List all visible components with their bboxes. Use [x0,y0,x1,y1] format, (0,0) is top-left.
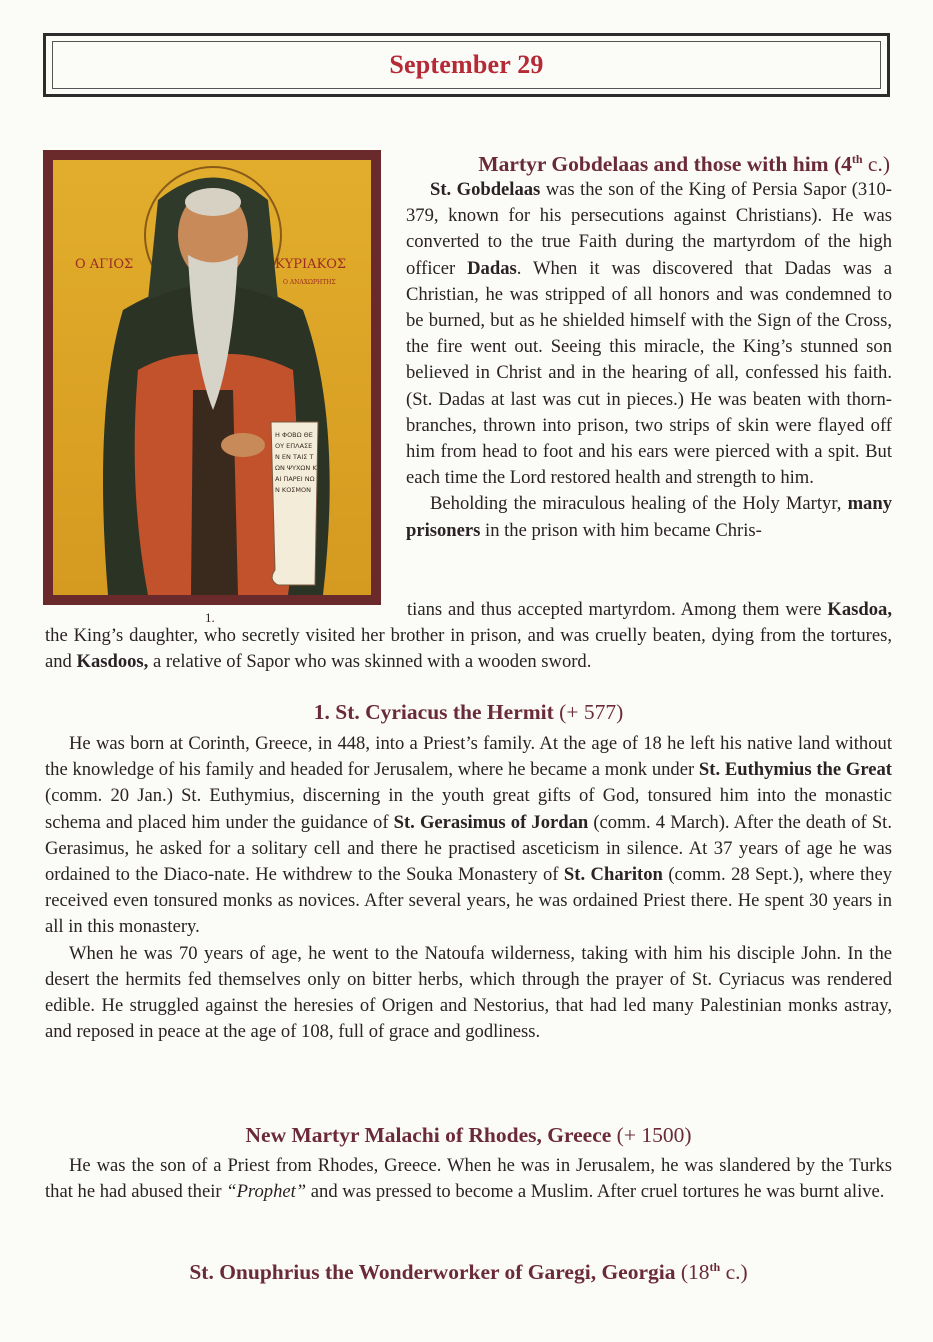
text-run: and was pressed to become a Muslim. After cruel tortures he was burnt alive. [306,1181,885,1203]
text-run: tians and thus accepted martyrdom. Among them were [407,599,828,620]
bold-name: Dadas [467,257,517,279]
gobdelaas-body-continued [45,597,892,676]
paragraph [45,597,892,676]
robe-center-shape [191,390,238,595]
paragraph [45,1153,892,1205]
icon-inscription-sub: Ο ΑΝΑΧΩΡΗΤΗΣ [283,279,336,286]
bold-name: many prisoners [406,493,892,541]
text-run: He was the son of a Priest from Rhodes, Greece. When he was in Jerusalem, he was slandered by the Turks that he had abused their [45,1155,892,1203]
bold-name: St. Gerasimus of Jordan [393,811,589,833]
text-run: (comm. 20 Jan.) St. Euthymius, discerning in the youth great gifts of God, tonsured him into the monastic schema and placed him under the guidance of [45,785,892,833]
text-run: Beholding the miraculous healing of the Holy Martyr, [430,493,848,515]
section-title-malachi [45,1120,892,1150]
hair-shape [185,188,241,216]
title-text: 1. St. Cyriacus the Hermit [313,700,554,724]
title-text: New Martyr Malachi of Rhodes, Greece [245,1123,612,1147]
cyriacus-body [45,731,892,1045]
paragraph [406,491,892,543]
text-run: (comm. 28 Sept.), where they received even tonsured monks as novices. After several years, he was ordained Priest there. He spent 30 years in all in this monastery. [45,864,892,938]
date-header-inner [52,41,881,89]
paragraph [45,941,892,1046]
paragraph [406,177,892,491]
icon-gold-background [53,160,371,595]
italic-text: “Prophet” [226,1181,307,1203]
icon-inscription-left: Ο ΑΓΙΟΣ [75,257,134,272]
gobdelaas-body [406,177,892,544]
bold-name: St. Chariton [563,864,663,886]
title-paren: (+ 577) [553,700,624,724]
bold-name: Kasdoos, [76,651,149,673]
title-sup: th [851,152,863,166]
page-date-title: September 29 [389,50,544,79]
section-title-cyriacus [45,697,892,727]
title-end: c.) [720,1260,748,1284]
bold-name: St. Euthymius the Great [698,759,893,781]
title-end: c.) [862,152,890,176]
date-header-box [43,33,890,97]
text-run: . When it was discovered that Dadas was a Christian, he was stripped of all honors and was condemned to be burned, but as he shielded himself with the Sign of the Cross, the fire went out. Seeing this miracle, the King’s stunned son believed in Christ and in the hearing of all, confessed his faith. (St. Dadas at last was cut in pieces.) He was beaten with thorn-branches, thrown into prison, two strips of skin were flayed off him from head to foot and his ears were pierced with a spit. But each time the Lord restored health and strength to him. [406,257,893,489]
section-title-onuphrius [45,1252,892,1287]
title-text: Martyr Gobdelaas and those with him (4 [478,152,852,176]
text-run: a relative of Sapor who was skinned with a wooden sword. [148,651,592,673]
saint-cyriacus-icon [53,160,371,595]
text-run: (comm. 4 March). After the death of St. Gerasimus, he asked for a solitary cell and there he practised asceticism in silence. At 37 years of age he was ordained to the Diaco-nate. He withdrew to the Souka Monastery of [45,811,892,886]
saint-icon-image [43,150,381,605]
malachi-body [45,1153,892,1205]
text-run: He was born at Corinth, Greece, in 448, into a Priest’s family. At the age of 18 he left his native land without the knowledge of his family and headed for Jerusalem, where he became a monk under [45,733,892,781]
paragraph [45,731,892,941]
title-paren: (18 [675,1260,710,1284]
title-text: St. Onuphrius the Wonderworker of Garegi, Georgia [189,1260,676,1284]
bold-name: St. Gobdelaas [430,179,541,200]
text-run: in the prison with him became Chris- [480,519,762,541]
bold-name: Kasdoa, [827,599,892,620]
text-run: the King’s daughter, who secretly visited her brother in prison, and was cruelly beaten, dying from the tortures, and [45,625,892,673]
scroll-text-box [275,430,317,580]
icon-inscription-right: ΚΥΡΙΑΚΟΣ [275,257,347,272]
title-paren: (+ 1500) [611,1123,692,1147]
hand-shape [221,433,265,457]
section-title-gobdelaas [404,144,890,179]
text-run: When he was 70 years of age, he went to the Natoufa wilderness, taking with him his disciple John. In the desert the hermits fed themselves only on bitter herbs, which through the prayer of St. Cyriacus was rendered edible. He struggled against the heresies of Origen and Nestorius, that had led many Palestinian monks astray, and reposed in peace at the age of 108, full of grace and godliness. [45,942,892,1043]
scroll-text: Η ΦΟΒΩ ΘΕΟΥ ΕΠΛΑΣΕΝ ΕΝ ΤΑΙΣ ΤΩΝ ΨΥΧΩΝ ΚΑΙ ΠΑΡΕΙ ΝΩΝ ΚΟΣΜΟΝ [275,431,317,494]
figure-number: 1. [205,610,215,625]
title-sup: th [709,1260,721,1274]
text-run: was the son of the King of Persia Sapor (310-379, known for his persecutions against Christians). He was converted to the true Faith during the martyrdom of the high officer [406,179,892,279]
